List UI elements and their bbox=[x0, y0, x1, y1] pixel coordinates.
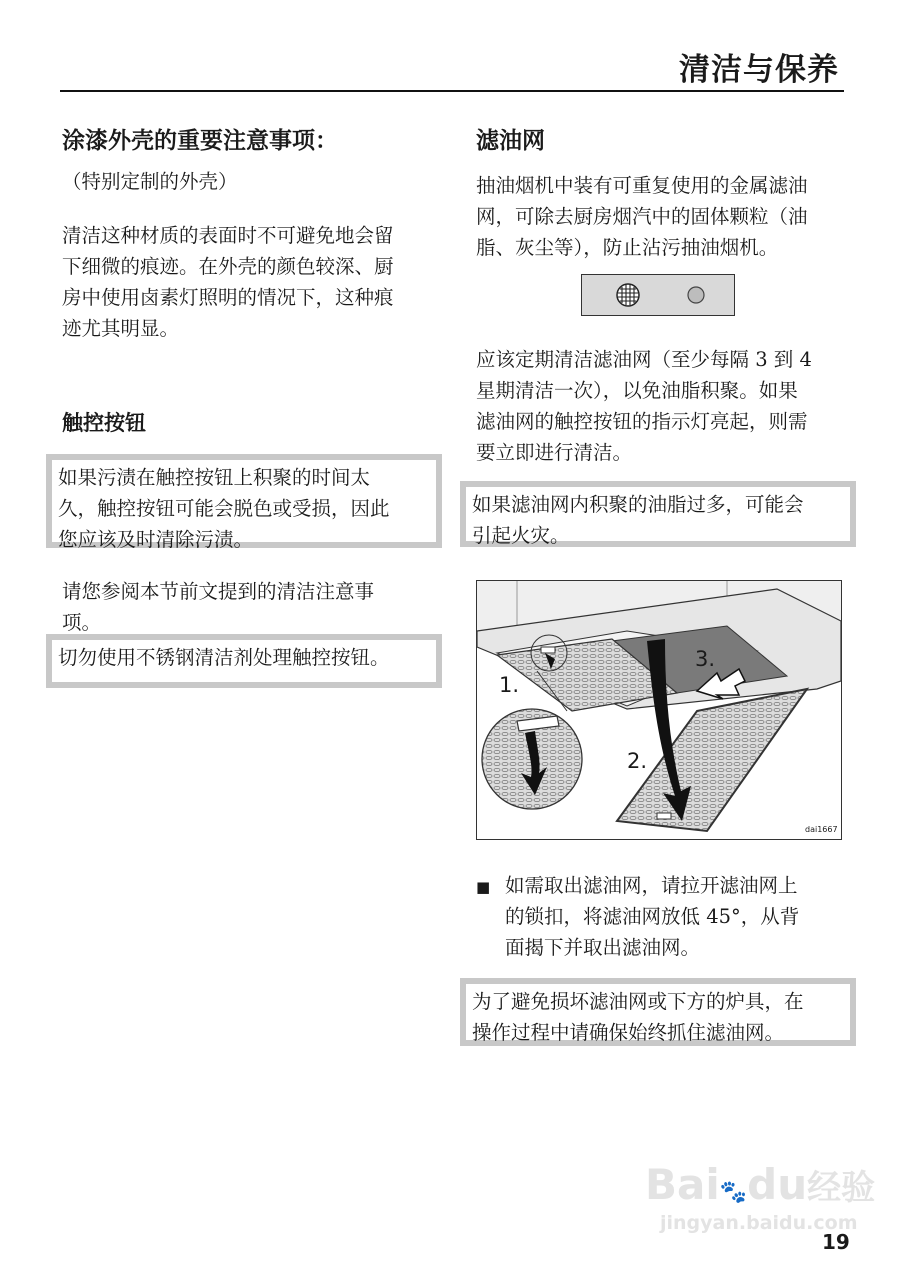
bullet-marker: ■ bbox=[476, 878, 491, 896]
header-rule bbox=[60, 90, 844, 92]
removal-instruction: 如需取出滤油网，请拉开滤油网上 的锁扣，将滤油网放低 45°，从背 面揭下并取出滤油网。 bbox=[505, 874, 800, 959]
filter-intro: 抽油烟机中装有可重复使用的金属滤油 网，可除去厨房烟汽中的固体颗粒（油 脂、灰尘等），防止沾污抽油烟机。 bbox=[476, 174, 808, 259]
touch-reference: 请您参阅本节前文提到的清洁注意事 项。 bbox=[62, 580, 375, 634]
indicator-light-icon bbox=[688, 287, 704, 303]
hold-warning-box: 为了避免损坏滤油网或下方的炉具，在 操作过程中请确保始终抓住滤油网。 bbox=[460, 978, 856, 1046]
filter-heading: 滤油网 bbox=[476, 128, 545, 154]
watermark-logo: Bai🐾du经验 bbox=[645, 1160, 876, 1209]
exterior-heading: 涂漆外壳的重要注意事项： bbox=[62, 128, 338, 154]
filter-schedule: 应该定期清洁滤油网（至少每隔 3 到 4 星期清洁一次），以免油脂积聚。如果 滤油网的触控按钮的指示灯亮起，则需 要立即进行清洁。 bbox=[476, 348, 812, 464]
touch-heading: 触控按钮 bbox=[62, 411, 146, 435]
figure-code: dai1667 bbox=[805, 825, 838, 834]
section-title: 清洁与保养 bbox=[679, 52, 839, 88]
grease-filter-icon bbox=[617, 284, 639, 306]
control-panel-illustration bbox=[581, 274, 735, 316]
exterior-subtitle: （特别定制的外壳） bbox=[62, 170, 238, 193]
page-number: 19 bbox=[822, 1230, 850, 1254]
step-3-label: 3. bbox=[695, 647, 716, 671]
step-2-label: 2. bbox=[627, 749, 648, 773]
fire-warning-box: 如果滤油网内积聚的油脂过多，可能会 引起火灾。 bbox=[460, 481, 856, 547]
exterior-paragraph: 清洁这种材质的表面时不可避免地会留 下细微的痕迹。在外壳的颜色较深、厨 房中使用卤素灯照明的情况下，这种痕 迹尤其明显。 bbox=[62, 224, 394, 340]
paw-icon: 🐾 bbox=[719, 1180, 748, 1205]
watermark-url: jingyan.baidu.com bbox=[660, 1212, 858, 1234]
touch-caution-box: 切勿使用不锈钢清洁剂处理触控按钮。 bbox=[46, 634, 442, 688]
filter-removal-figure bbox=[476, 580, 842, 840]
touch-warning-box: 如果污渍在触控按钮上积聚的时间太 久，触控按钮可能会脱色或受损，因此 您应该及时清除污渍。 bbox=[46, 454, 442, 548]
step-1-label: 1. bbox=[499, 673, 520, 697]
